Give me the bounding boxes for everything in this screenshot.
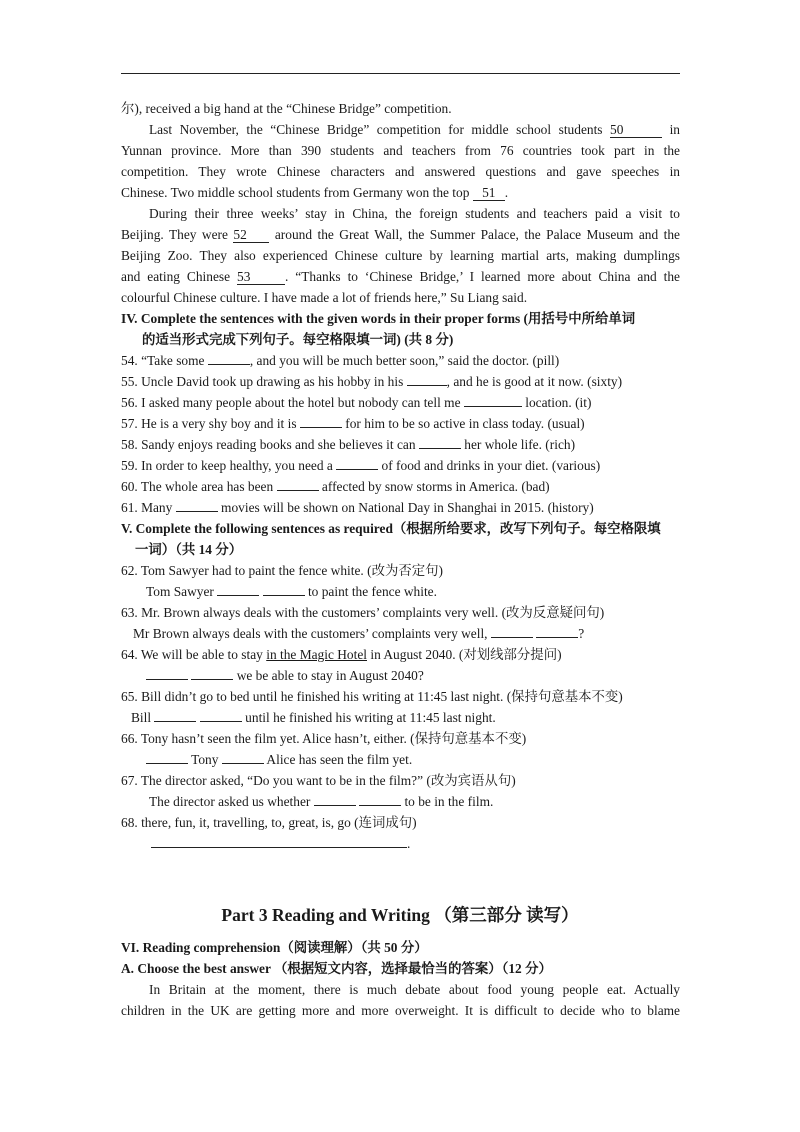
passage-line: Yunnan province. More than 390 students and teachers from 76 countries took part in the: [121, 143, 680, 158]
answer-blank[interactable]: [222, 763, 264, 764]
blank-52[interactable]: 52: [233, 227, 269, 243]
answer-blank[interactable]: [491, 637, 533, 638]
passage-line: Beijing Zoo. They also experienced Chinese culture by learning martial arts, making dumplings: [121, 248, 680, 263]
question-59: 59. In order to keep healthy, you need a of food and drinks in your diet. (various): [121, 458, 601, 473]
answer-blank[interactable]: [146, 763, 188, 764]
answer-blank[interactable]: [536, 637, 578, 638]
answer-blank[interactable]: [191, 679, 233, 680]
passage-line: Last November, the “Chinese Bridge” competition for middle school students 50 in: [149, 122, 680, 137]
passage-line: During their three weeks’ stay in China, the foreign students and teachers paid a visit to: [149, 206, 680, 221]
question-63: 63. Mr. Brown always deals with the customers’ complaints very well. (改为反意疑问句): [121, 605, 605, 620]
answer-line-67: The director asked us whether to be in the film.: [149, 794, 494, 809]
answer-blank[interactable]: [407, 385, 447, 386]
answer-blank[interactable]: [208, 364, 250, 365]
answer-line-63: Mr Brown always deals with the customers’ complaints very well, ?: [133, 626, 585, 641]
question-67: 67. The director asked, “Do you want to be in the film?” (改为宾语从句): [121, 773, 516, 788]
passage-line: 尔), received a big hand at the “Chinese Bridge” competition.: [121, 101, 452, 116]
underlined-phrase: in the Magic Hotel: [266, 647, 367, 662]
subsection-heading-a: A. Choose the best answer （根据短文内容，选择最恰当的答案）（12 分）: [121, 961, 552, 976]
answer-blank[interactable]: [464, 406, 522, 407]
passage-line: Beijing. They were 52 around the Great Wall, the Summer Palace, the Palace Museum and the: [121, 227, 680, 242]
question-64: 64. We will be able to stay in the Magic Hotel in August 2040. (对划线部分提问): [121, 647, 562, 662]
reading-line: children in the UK are getting more and more overweight. It is difficult to decide who to blame: [121, 1003, 680, 1018]
answer-blank[interactable]: [154, 721, 196, 722]
answer-blank[interactable]: [336, 469, 378, 470]
blank-50[interactable]: 50: [610, 122, 662, 138]
section-heading-vi: VI. Reading comprehension（阅读理解）（共 50 分）: [121, 940, 428, 955]
answer-line-68: .: [121, 833, 680, 854]
answer-line-64: we be able to stay in August 2040?: [121, 665, 680, 686]
section-heading-iv: IV. Complete the sentences with the given words in their proper forms (用括号中所给单词: [121, 311, 636, 326]
passage-line: and eating Chinese 53 . “Thanks to ‘Chinese Bridge,’ I learned more about China and the: [121, 269, 680, 284]
question-65: 65. Bill didn’t go to bed until he finished his writing at 11:45 last night. (保持句意基本不变): [121, 689, 623, 704]
answer-blank[interactable]: [217, 595, 259, 596]
answer-blank[interactable]: [277, 490, 319, 491]
part-title: Part 3 Reading and Writing （第三部分 读写）: [221, 905, 579, 925]
answer-blank[interactable]: [359, 805, 401, 806]
answer-line-62: Tom Sawyer to paint the fence white.: [146, 584, 437, 599]
answer-blank[interactable]: [146, 679, 188, 680]
passage-line: competition. They wrote Chinese characters and answered questions and gave speeches in: [121, 164, 680, 179]
question-66: 66. Tony hasn’t seen the film yet. Alice hasn’t, either. (保持句意基本不变): [121, 731, 527, 746]
answer-blank[interactable]: [151, 847, 407, 848]
question-54: 54. “Take some , and you will be much better soon,” said the doctor. (pill): [121, 353, 560, 368]
answer-line-65: Bill until he finished his writing at 11:45 last night.: [131, 710, 496, 725]
blank-53[interactable]: 53: [237, 269, 285, 285]
question-55: 55. Uncle David took up drawing as his hobby in his , and he is good at it now. (sixty): [121, 374, 623, 389]
question-61: 61. Many movies will be shown on National Day in Shanghai in 2015. (history): [121, 500, 594, 515]
section-heading-v: V. Complete the following sentences as required（根据所给要求，改写下列句子。每空格限填: [121, 521, 661, 536]
answer-blank[interactable]: [263, 595, 305, 596]
answer-line-66: Tony Alice has seen the film yet.: [121, 749, 680, 770]
answer-blank[interactable]: [300, 427, 342, 428]
reading-line: In Britain at the moment, there is much debate about food young people eat. Actually: [149, 982, 680, 997]
question-60: 60. The whole area has been affected by snow storms in America. (bad): [121, 479, 550, 494]
passage-line: colourful Chinese culture. I have made a lot of friends here,” Su Liang said.: [121, 290, 528, 305]
passage-line: Chinese. Two middle school students from Germany won the top 51 .: [121, 185, 509, 200]
question-57: 57. He is a very shy boy and it is for him to be so active in class today. (usual): [121, 416, 585, 431]
answer-blank[interactable]: [314, 805, 356, 806]
question-56: 56. I asked many people about the hotel but nobody can tell me location. (it): [121, 395, 592, 410]
header-rule: [121, 73, 680, 74]
answer-blank[interactable]: [419, 448, 461, 449]
section-heading-iv-cont: 的适当形式完成下列句子。每空格限填一词) (共 8 分): [142, 332, 454, 347]
question-68: 68. there, fun, it, travelling, to, great, is, go (连词成句): [121, 815, 417, 830]
question-62: 62. Tom Sawyer had to paint the fence white. (改为否定句): [121, 563, 443, 578]
question-58: 58. Sandy enjoys reading books and she believes it can her whole life. (rich): [121, 437, 576, 452]
answer-blank[interactable]: [200, 721, 242, 722]
section-heading-v-cont: 一词）（共 14 分）: [135, 542, 243, 557]
blank-51[interactable]: 51: [473, 185, 505, 201]
answer-blank[interactable]: [176, 511, 218, 512]
